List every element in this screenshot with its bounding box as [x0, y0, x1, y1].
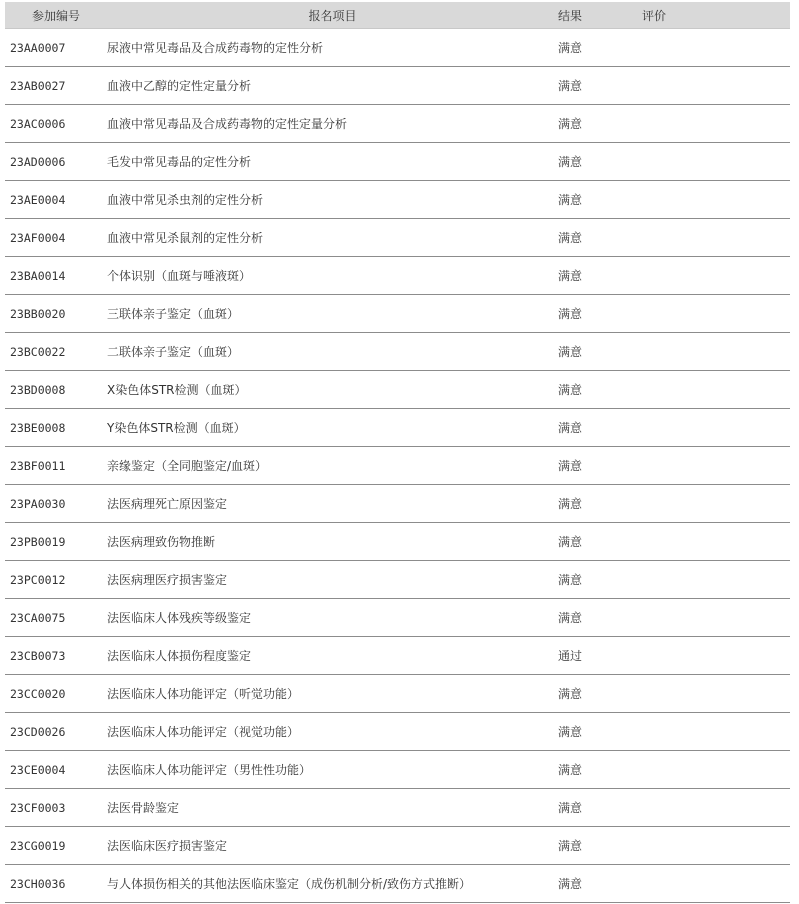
results-table-container [5, 2, 790, 903]
table-row [5, 409, 790, 447]
table-row [5, 219, 790, 257]
result-cell: 满意 [558, 675, 642, 713]
result-cell: 满意 [558, 751, 642, 789]
result-cell: 满意 [558, 67, 642, 105]
table-body [5, 29, 790, 903]
result-cell: 满意 [558, 219, 642, 257]
table-row [5, 333, 790, 371]
table-row [5, 789, 790, 827]
result-cell: 满意 [558, 143, 642, 181]
participant-id-cell: 23PC0012 [5, 561, 107, 599]
registered-item-cell: 血液中常见杀虫剂的定性分析 [107, 181, 558, 219]
evaluation-cell [642, 333, 790, 371]
result-cell: 满意 [558, 257, 642, 295]
evaluation-cell [642, 561, 790, 599]
registered-item-cell: 毛发中常见毒品的定性分析 [107, 143, 558, 181]
registered-item-cell: 血液中常见毒品及合成药毒物的定性定量分析 [107, 105, 558, 143]
participant-id-cell: 23CE0004 [5, 751, 107, 789]
registered-item-cell: 法医骨龄鉴定 [107, 789, 558, 827]
evaluation-cell [642, 675, 790, 713]
table-row [5, 713, 790, 751]
participant-id-cell: 23CB0073 [5, 637, 107, 675]
registered-item-cell: 法医临床人体功能评定（视觉功能） [107, 713, 558, 751]
result-cell: 满意 [558, 181, 642, 219]
evaluation-cell [642, 865, 790, 903]
table-row [5, 561, 790, 599]
header-registered-item: 报名项目 [107, 2, 558, 29]
registered-item-cell: Y染色体STR检测（血斑） [107, 409, 558, 447]
result-cell: 满意 [558, 561, 642, 599]
registered-item-cell: 法医临床人体残疾等级鉴定 [107, 599, 558, 637]
participant-id-cell: 23AB0027 [5, 67, 107, 105]
participant-id-cell: 23CC0020 [5, 675, 107, 713]
participant-id-cell: 23PA0030 [5, 485, 107, 523]
table-row [5, 523, 790, 561]
result-cell: 满意 [558, 29, 642, 67]
evaluation-cell [642, 713, 790, 751]
participant-id-cell: 23AF0004 [5, 219, 107, 257]
participant-id-cell: 23AE0004 [5, 181, 107, 219]
result-cell: 满意 [558, 371, 642, 409]
result-cell: 满意 [558, 713, 642, 751]
participant-id-cell: 23BC0022 [5, 333, 107, 371]
header-participant-id: 参加编号 [5, 2, 107, 29]
table-row [5, 447, 790, 485]
evaluation-cell [642, 105, 790, 143]
registered-item-cell: 与人体损伤相关的其他法医临床鉴定（成伤机制分析/致伤方式推断） [107, 865, 558, 903]
registered-item-cell: 法医临床人体功能评定（男性性功能） [107, 751, 558, 789]
participant-id-cell: 23AC0006 [5, 105, 107, 143]
participant-id-cell: 23BA0014 [5, 257, 107, 295]
registered-item-cell: 法医临床人体功能评定（听觉功能） [107, 675, 558, 713]
evaluation-cell [642, 295, 790, 333]
participant-id-cell: 23CF0003 [5, 789, 107, 827]
registered-item-cell: X染色体STR检测（血斑） [107, 371, 558, 409]
table-row [5, 637, 790, 675]
registered-item-cell: 法医病理死亡原因鉴定 [107, 485, 558, 523]
evaluation-cell [642, 827, 790, 865]
result-cell: 满意 [558, 827, 642, 865]
table-row [5, 181, 790, 219]
result-cell: 满意 [558, 485, 642, 523]
registered-item-cell: 法医临床医疗损害鉴定 [107, 827, 558, 865]
evaluation-cell [642, 29, 790, 67]
result-cell: 通过 [558, 637, 642, 675]
registered-item-cell: 法医病理医疗损害鉴定 [107, 561, 558, 599]
evaluation-cell [642, 371, 790, 409]
registered-item-cell: 二联体亲子鉴定（血斑） [107, 333, 558, 371]
table-row [5, 751, 790, 789]
table-row [5, 143, 790, 181]
evaluation-cell [642, 751, 790, 789]
evaluation-cell [642, 143, 790, 181]
evaluation-cell [642, 181, 790, 219]
registered-item-cell: 亲缘鉴定（全同胞鉴定/血斑） [107, 447, 558, 485]
result-cell: 满意 [558, 295, 642, 333]
table-row [5, 105, 790, 143]
evaluation-cell [642, 485, 790, 523]
result-cell: 满意 [558, 523, 642, 561]
participant-id-cell: 23BB0020 [5, 295, 107, 333]
participant-id-cell: 23CH0036 [5, 865, 107, 903]
evaluation-cell [642, 447, 790, 485]
table-row [5, 675, 790, 713]
participant-id-cell: 23CD0026 [5, 713, 107, 751]
result-cell: 满意 [558, 789, 642, 827]
participant-id-cell: 23AD0006 [5, 143, 107, 181]
registered-item-cell: 尿液中常见毒品及合成药毒物的定性分析 [107, 29, 558, 67]
participant-id-cell: 23AA0007 [5, 29, 107, 67]
table-row [5, 29, 790, 67]
participant-id-cell: 23BE0008 [5, 409, 107, 447]
header-result: 结果 [558, 2, 642, 29]
evaluation-cell [642, 409, 790, 447]
registered-item-cell: 个体识别（血斑与唾液斑） [107, 257, 558, 295]
registered-item-cell: 三联体亲子鉴定（血斑） [107, 295, 558, 333]
table-row [5, 599, 790, 637]
participant-id-cell: 23PB0019 [5, 523, 107, 561]
result-cell: 满意 [558, 409, 642, 447]
evaluation-cell [642, 219, 790, 257]
result-cell: 满意 [558, 105, 642, 143]
header-row [5, 2, 790, 29]
participant-id-cell: 23BF0011 [5, 447, 107, 485]
participant-id-cell: 23CG0019 [5, 827, 107, 865]
table-row [5, 485, 790, 523]
results-table [5, 2, 790, 903]
participant-id-cell: 23CA0075 [5, 599, 107, 637]
evaluation-cell [642, 523, 790, 561]
evaluation-cell [642, 789, 790, 827]
table-header [5, 2, 790, 29]
registered-item-cell: 血液中乙醇的定性定量分析 [107, 67, 558, 105]
evaluation-cell [642, 637, 790, 675]
evaluation-cell [642, 67, 790, 105]
evaluation-cell [642, 599, 790, 637]
table-row [5, 827, 790, 865]
result-cell: 满意 [558, 447, 642, 485]
result-cell: 满意 [558, 599, 642, 637]
table-row [5, 257, 790, 295]
registered-item-cell: 法医临床人体损伤程度鉴定 [107, 637, 558, 675]
table-row [5, 67, 790, 105]
table-row [5, 371, 790, 409]
header-evaluation: 评价 [642, 2, 790, 29]
result-cell: 满意 [558, 333, 642, 371]
table-row [5, 295, 790, 333]
evaluation-cell [642, 257, 790, 295]
participant-id-cell: 23BD0008 [5, 371, 107, 409]
table-row [5, 865, 790, 903]
registered-item-cell: 法医病理致伤物推断 [107, 523, 558, 561]
registered-item-cell: 血液中常见杀鼠剂的定性分析 [107, 219, 558, 257]
result-cell: 满意 [558, 865, 642, 903]
